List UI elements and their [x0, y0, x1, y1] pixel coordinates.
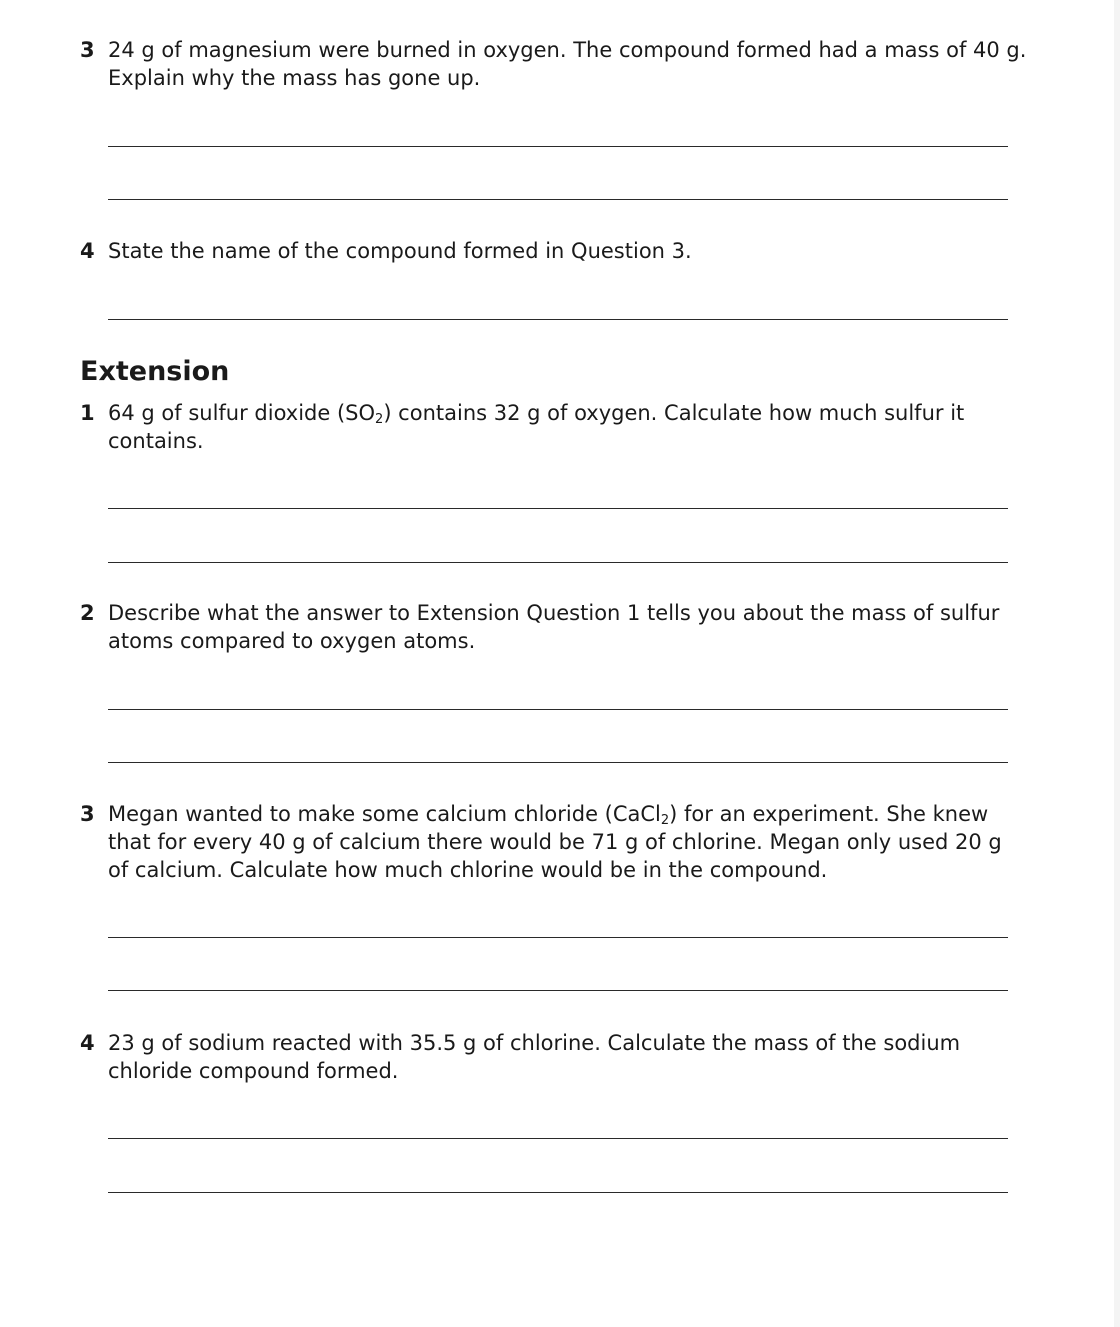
question-number: 1: [80, 401, 95, 425]
answer-line[interactable]: [108, 762, 1008, 763]
question-number: 4: [80, 1031, 95, 1055]
extension-heading: Extension: [80, 356, 230, 387]
question-4: [80, 237, 1040, 265]
extension-question-2: [80, 599, 1025, 655]
answer-line[interactable]: [108, 199, 1008, 200]
extension-question-4: [80, 1029, 1000, 1085]
answer-line[interactable]: [108, 1192, 1008, 1193]
question-text: State the name of the compound formed in Question 3.: [108, 239, 692, 263]
question-text: 24 g of magnesium were burned in oxygen. The compound formed had a mass of 40 g. Explain why the mass has gone up.: [108, 38, 1027, 90]
question-number: 3: [80, 802, 95, 826]
question-text: 64 g of sulfur dioxide $(SO_2)$ contains 32 g of oxygen. Calculate how much sulfur it contains.: [108, 401, 965, 453]
question-3: [80, 36, 1040, 92]
page-edge-shadow: [1114, 0, 1120, 1327]
answer-line[interactable]: [108, 937, 1008, 938]
question-text: 23 g of sodium reacted with 35.5 g of chlorine. Calculate the mass of the sodium chloride compound formed.: [108, 1031, 961, 1083]
answer-line[interactable]: [108, 319, 1008, 320]
answer-line[interactable]: [108, 990, 1008, 991]
question-text: Describe what the answer to Extension Question 1 tells you about the mass of sulfur atoms compared to oxygen atoms.: [108, 601, 1000, 653]
answer-line[interactable]: [108, 1138, 1008, 1139]
extension-question-3: [80, 800, 1015, 884]
question-number: 2: [80, 601, 95, 625]
question-text: Megan wanted to make some calcium chloride (CaCl$_2$) for an experiment. She knew that for every 40 g of calcium there would be 71 g of chlorine. Megan only used 20 g of calcium. Calculate how much chlorine would be in the compound.: [108, 802, 1002, 882]
answer-line[interactable]: [108, 508, 1008, 509]
answer-line[interactable]: [108, 562, 1008, 563]
question-number: 4: [80, 239, 95, 263]
extension-question-1: [80, 399, 1000, 455]
answer-line[interactable]: [108, 709, 1008, 710]
answer-line[interactable]: [108, 146, 1008, 147]
question-number: 3: [80, 38, 95, 62]
